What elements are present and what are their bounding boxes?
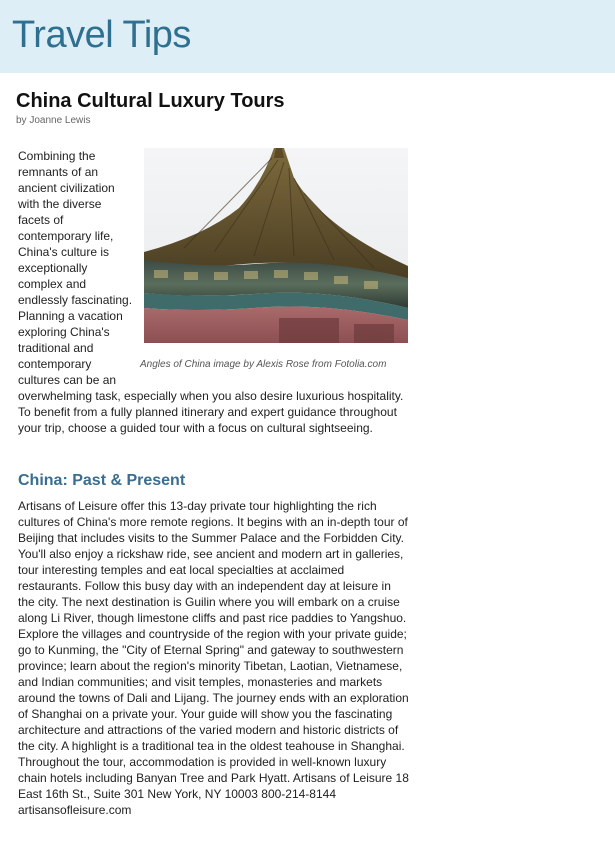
section-heading: China: Past & Present [18, 472, 186, 489]
site-title[interactable]: Travel Tips [12, 14, 191, 56]
article-byline: by Joanne Lewis [16, 115, 91, 126]
article-title: China Cultural Luxury Tours [16, 90, 285, 112]
image-caption: Angles of China image by Alexis Rose from Fotolia.com [140, 359, 387, 370]
photo-figure [140, 148, 408, 378]
section-paragraph: Artisans of Leisure offer this 13-day private tour highlighting the rich cultures of China's more remote regions. It begins with an in-depth tour of Beijing that includes visits to the Summer Palace and the Forbidden City. You'll also enjoy a rickshaw ride, see ancient and modern art in galleries, tour interesting temples and eat local specialties at acclaimed restaurants. Follow this busy day with an independent day at leisure in the city. The next destination is Guilin where you will embark on a cruise along Li River, though limestone cliffs and past rice paddies to Yangshuo. Explore the villages and countryside of the region with your private guide; go to Kunming, the "City of Eternal Spring" and gateway to southwestern province; learn about the region's minority Tibetan, Laotian, Vietnamese, and Indian communities; and visit temples, monasteries and markets around the towns of Dali and Lijang. The journey ends with an exploration of Shanghai on a private your. Your guide will show you the fascinating architecture and attractions of the varied modern and historic districts of the city. A highlight is a traditional tea in the oldest teahouse in Shanghai. Throughout the tour, accommodation is provided in well-known luxury chain hotels including Banyan Tree and Park Hyatt. Artisans of Leisure 18 East 16th St., Suite 301 New York, NY 10003 800-214-8144 artisansofleisure.com [18, 499, 409, 817]
intro-section [18, 148, 408, 436]
intro-paragraph: Combining the remnants of an ancient civilization with the diverse facets of contemporary life, China's culture is exceptionally complex and endlessly fascinating. Planning a vacation exploring China's traditional and contemporary cultures can be an overwhelming task, especially when you also desire luxurious hospitality. To benefit from a fully planned itinerary and expert guidance throughout your trip, choose a guided tour with a focus on cultural sightseeing. [18, 149, 404, 435]
temple-roof-photo [144, 148, 408, 343]
